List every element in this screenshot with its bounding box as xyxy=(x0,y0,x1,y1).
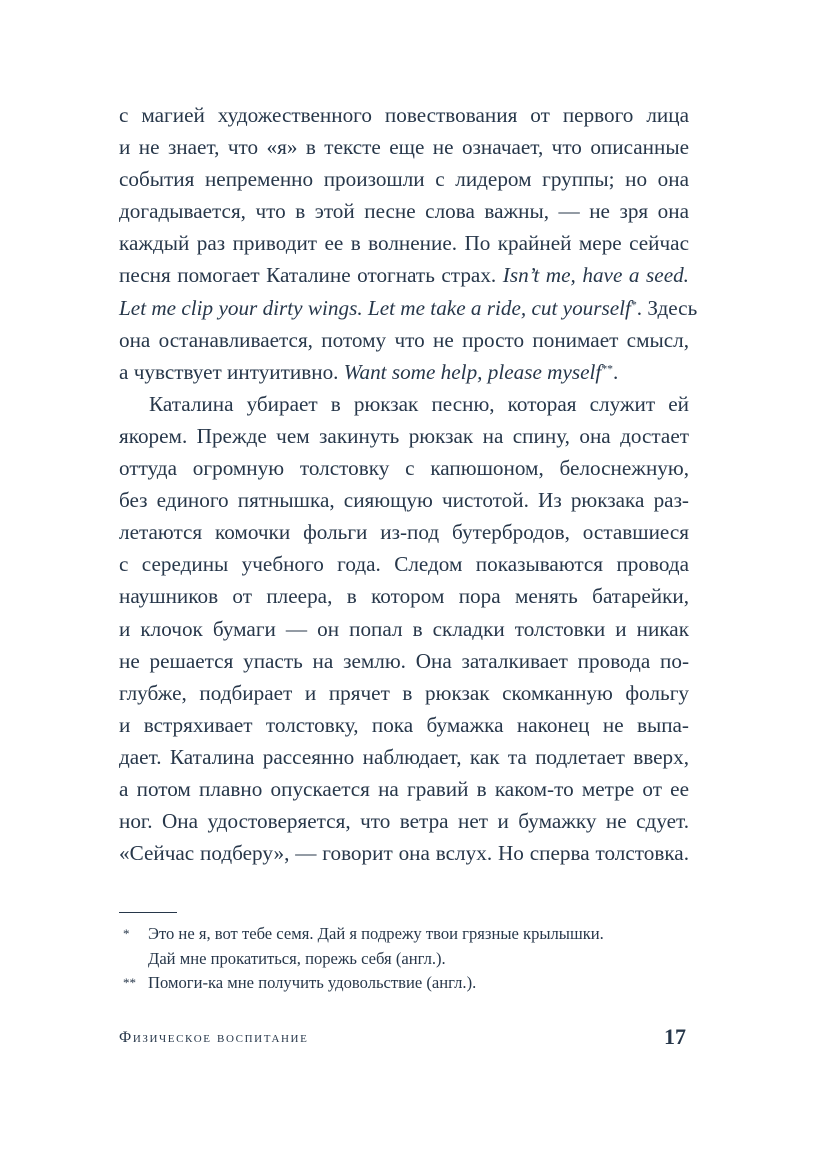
footnote xyxy=(119,971,694,996)
line-text: . Здесь xyxy=(636,295,698,320)
line-text: песня помогает Каталине отогнать страх. xyxy=(119,263,503,288)
line-text: . xyxy=(612,359,619,384)
footnote-mark: ** xyxy=(123,975,136,990)
body-text xyxy=(119,99,698,869)
text-line: она останавливается, потому что не просто понимает смысл, xyxy=(119,327,689,352)
footnote-separator xyxy=(119,912,177,913)
footnote-mark: * xyxy=(123,926,130,941)
text-line: летаются комочки фольги из-под бутербродов, оставшиеся xyxy=(119,520,689,545)
text-line: «Сейчас подберу», — говорит она вслух. Но сперва толстовка. xyxy=(119,841,689,866)
page-number: 17 xyxy=(664,1024,686,1049)
text-line: догадывается, что в этой песне слова важны, — не зря она xyxy=(119,199,689,224)
footnotes xyxy=(119,922,694,996)
footnote-mark xyxy=(119,947,148,972)
text-line: ног. Она удостоверяется, что ветра нет и бумажку не сдует. xyxy=(119,809,689,834)
footnote xyxy=(119,947,694,972)
footnote-ref: * xyxy=(630,298,637,312)
text-line: наушников от плеера, в котором пора менять батарейки, xyxy=(119,584,689,609)
song-lyric-italic: Want some help, please myself xyxy=(343,359,602,384)
text-line: дает. Каталина рассеянно наблюдает, как та подлетает вверх, xyxy=(119,744,689,769)
text-line: каждый раз приводит ее в волнение. По крайней мере сейчас xyxy=(119,231,689,256)
text-line: и клочок бумаги — он попал в складки толстовки и никак xyxy=(119,616,689,641)
text-line xyxy=(119,292,698,324)
text-line xyxy=(119,356,689,388)
song-lyric-italic: Isn’t me, have a seed. xyxy=(502,263,689,288)
running-title: Физическое воспитание xyxy=(119,1029,309,1046)
footnote-ref: ** xyxy=(601,362,613,376)
line-text: а чувствует интуитивно. xyxy=(119,359,344,384)
text-line: оттуда огромную толстовку с капюшоном, белоснежную, xyxy=(119,456,689,481)
text-line: события непременно произошли с лидером группы; но она xyxy=(119,167,689,192)
text-line: не решается упасть на землю. Она заталкивает провода по- xyxy=(119,648,689,673)
text-line: и встряхивает толстовку, пока бумажка наконец не выпа- xyxy=(119,712,689,737)
footnote-text: Дай мне прокатиться, порежь себя (англ.). xyxy=(148,948,446,968)
text-line: без единого пятнышка, сияющую чистотой. Из рюкзака раз- xyxy=(119,488,689,513)
text-line: глубже, подбирает и прячет в рюкзак скомканную фольгу xyxy=(119,680,689,705)
text-line xyxy=(119,259,689,291)
text-line: а потом плавно опускается на гравий в каком-то метре от ее xyxy=(119,776,689,801)
song-lyric-italic: Let me clip your dirty wings. Let me take a ride, cut yourself xyxy=(119,295,631,320)
footnote-text: Помоги-ка мне получить удовольствие (англ.). xyxy=(148,973,477,992)
text-line: якорем. Прежде чем закинуть рюкзак на спину, она достает xyxy=(119,423,689,448)
text-line: и не знает, что «я» в тексте еще не означает, что описанные xyxy=(119,135,689,160)
text-line: Каталина убирает в рюкзак песню, которая служит ей xyxy=(149,391,689,416)
footnote-text: Это не я, вот тебе семя. Дай я подрежу твои грязные крылышки. xyxy=(148,924,604,943)
footnote xyxy=(119,922,694,947)
text-line: с середины учебного года. Следом показываются провода xyxy=(119,552,689,577)
text-line: с магией художественного повествования от первого лица xyxy=(119,103,689,127)
